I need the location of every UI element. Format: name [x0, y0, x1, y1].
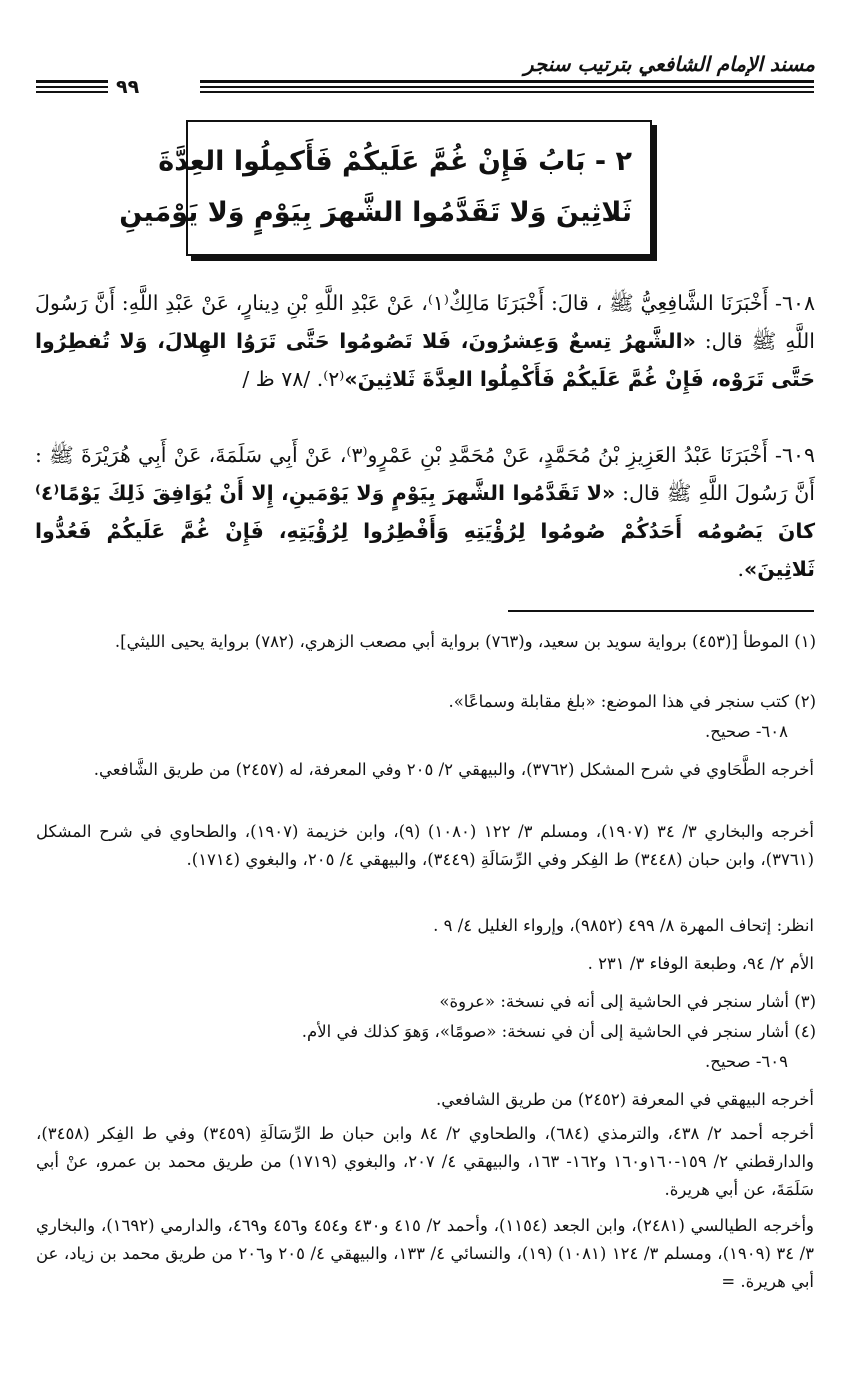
- header-rule-left-1: [36, 80, 108, 83]
- footnote-4: (٤) أشار سنجر في الحاشية إلى أن في نسخة: «صومًا»، وَهوَ كذلك في الأم.: [301, 1022, 816, 1041]
- footnote-609-grade: ٦٠٩- صحيح.: [705, 1052, 788, 1071]
- footnote-608-takhrij-2: أخرجه والبخاري ٣/ ٣٤ (١٩٠٧)، ومسلم ٣/ ١٢٢ (١٠٨٠) (٩)، وابن خزيمة (١٩٠٧)، والطحاوي في شرح المشكل (٣٧٦١)، وابن حبان (٣٤٤٨) ط الفِكر وفي الرِّسَالَةِ (٣٤٤٩)، والبيهقي ٤/ ٢٠٥، والبغوي (١٧١٤).: [36, 822, 815, 869]
- hadith-609: [35, 436, 815, 588]
- hadith-609-tail: .: [737, 557, 744, 581]
- footnote-3: (٣) أشار سنجر في الحاشية إلى أنه في نسخة: «عروة»: [439, 992, 816, 1011]
- chapter-heading-box: [119, 120, 652, 256]
- footnote-609-takhrij-2: أخرجه أحمد ٢/ ٤٣٨، والترمذي (٦٨٤)، والطحاوي ٢/ ٨٤ وابن حبان ط الرِّسَالَةِ (٣٤٥٩) وفي ط الفِكر (٣٤٥٨)، والدارقطني ٢/ ١٥٩-١٦٠و١٦٠ و١٦٢- ١٦٣، والبيهقي ٤/ ٢٠٧، والبغوي (١٧١٩) من طريق محمد بن عمرو، عنْ أبي سَلَمَةَ، عن أبي هريرة.: [36, 1124, 815, 1199]
- running-header-title: مسند الإمام الشافعي بترتيب سنجر: [523, 52, 815, 76]
- footnote-609-takhrij-3: وأخرجه الطيالسي (٢٤٨١)، وابن الجعد (١١٥٤)، وأحمد ٢/ ٤١٥ و٤٣٠ و٤٥٤ و٤٥٦ و٤٦٩، والدارمي (١٦٩٢)، والبخاري ٣/ ٣٤ (١٩٠٩)، ومسلم ٣/ ١٢٤ (١٠٨١) (١٩)، والنسائي ٤/ ١٣٣، والبيهقي ٤/ ٢٠٥ و٢٠٦ من طريق محمد بن زياد، عن أبي هريرة. =: [36, 1216, 815, 1291]
- footnote-1: (١) الموطأ [(٤٥٣) برواية سويد بن سعيد، و(٧٦٣) برواية أبي مصعب الزهري، (٧٨٢) برواية يحيى الليثي].: [114, 632, 816, 651]
- footnote-608-takhrij-1: أخرجه الطَّحَاوي في شرح المشكل (٣٧٦٢)، والبيهقي ٢/ ٢٠٥ وفي المعرفة، له (٢٤٥٧) من طريق الشَّافعي.: [93, 760, 814, 779]
- hadith-608-tail: ⁽٢⁾. /٧٨ ظ /: [242, 367, 345, 391]
- hadith-609-isnad: ٦٠٩- أَخْبَرَنَا عَبْدُ العَزِيزِ بْنُ مُحَمَّدٍ، عَنْ مُحَمَّدِ بْنِ عَمْرٍو⁽٣⁾، عَنْ أَبِي سَلَمَةَ، عَنْ أَبِي هُرَيْرَةَ ﷺ : أَنَّ رَسُولَ اللَّهِ ﷺ قال:: [35, 443, 815, 505]
- hadith-609-matn: «لا تَقَدَّمُوا الشَّهرَ بِيَوْمٍ وَلا يَوْمَينِ، إِلا أَنْ يُوَافِقَ ذَلِكَ يَوْمًا⁽٤⁾ كانَ يَصُومُه أَحَدُكُمْ صُومُوا لِرُؤْيَتِهِ وَأَفْطِرُوا لِرُؤْيَتِهِ، فَإِنْ غُمَّ عَلَيكُمْ فَعُدُّوا ثَلاثِينَ»: [35, 481, 815, 581]
- footnote-2: (٢) كتب سنجر في هذا الموضع: «بلغ مقابلة وسماعًا».: [448, 692, 816, 711]
- hadith-608-isnad: ٦٠٨- أَخْبَرَنَا الشَّافِعِيُّ ﷺ ، قالَ: أَخْبَرَنَا مَالِكٌ⁽١⁾، عَنْ عَبْدِ اللَّهِ بْنِ دِينارٍ، عَنْ عَبْدِ اللَّهِ: أَنَّ رَسُولَ اللَّهِ ﷺ قال:: [35, 291, 815, 353]
- footnote-separator: [508, 610, 814, 612]
- header-rule-right-1: [200, 80, 814, 83]
- header-rule-right-3: [200, 91, 814, 93]
- footnote-608-grade: ٦٠٨- صحيح.: [705, 722, 788, 741]
- footnote-608-see-also: انظر: إتحاف المهرة ٨/ ٤٩٩ (٩٨٥٢)، وإرواء الغليل ٤/ ٩ .: [433, 916, 814, 935]
- footnote-608-umm: الأم ٢/ ٩٤، وطبعة الوفاء ٣/ ٢٣١ .: [587, 954, 814, 973]
- header-rule-left-2: [36, 86, 108, 88]
- chapter-heading-line-2: ثَلاثِينَ وَلا تَقَدَّمُوا الشَّهرَ بِيَوْمٍ وَلا يَوْمَينِ: [119, 197, 632, 228]
- header-rule-left-3: [36, 91, 108, 93]
- page-number: ٩٩: [116, 76, 140, 98]
- hadith-608-matn: «الشَّهرُ تِسعٌ وَعِشرُونَ، فَلا تَصُومُوا حَتَّى تَرَوُا الهِلالَ، وَلا تُفطِرُوا حَتَّى تَرَوْه، فَإِنْ غُمَّ عَلَيكُمْ فَأَكْمِلُوا العِدَّةَ ثَلاثِينَ»: [35, 329, 815, 391]
- hadith-608: [35, 284, 815, 398]
- footnote-609-takhrij-1: أخرجه البيهقي في المعرفة (٢٤٥٢) من طريق الشافعي.: [435, 1090, 814, 1109]
- header-rule-right-2: [200, 86, 814, 88]
- chapter-heading-line-1: ٢ - بَابُ فَإِنْ غُمَّ عَلَيكُمْ فَأَكمِلُوا العِدَّةَ: [158, 146, 632, 177]
